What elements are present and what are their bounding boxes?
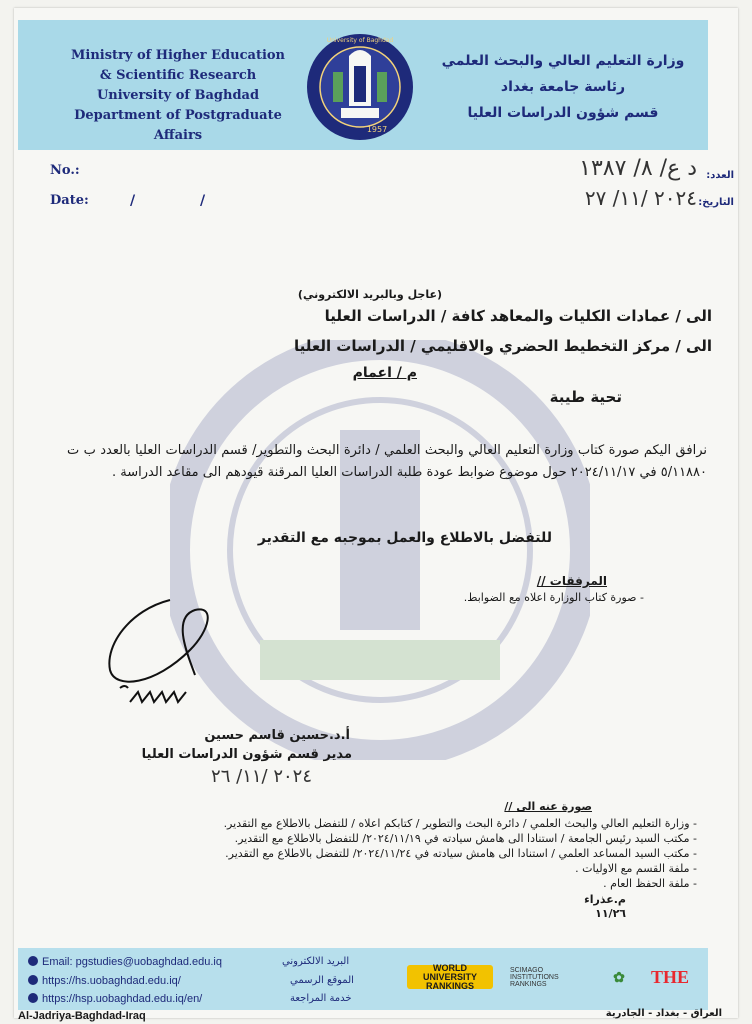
footer-site2-link[interactable]: https://hsp.uobaghdad.edu.iq/en/ (42, 993, 203, 1005)
arabic-date-label: التاريخ: (698, 197, 734, 208)
urgent-note: (عاجل وبالبريد الالكتروني) (297, 288, 442, 301)
date-label: Date: (50, 193, 89, 208)
ar-line-presidency: رئاسة جامعة بغداد (500, 79, 626, 95)
footer-email-row (28, 956, 222, 968)
cc-item: - مكتب السيد رئيس الجامعة / استنادا الى هامش سيادته في ٢٠٢٤/١١/١٩/ للتفضل بالاطلاع مع التقدير. (234, 832, 697, 845)
signer-handwritten-date: ٢٠٢٤ /١١/ ٢٦ (211, 766, 312, 787)
ar-line-department: قسم شؤون الدراسات العليا (467, 105, 659, 121)
world-university-rankings-logo: WORLD UNIVERSITY RANKINGS (407, 965, 493, 989)
footer-site2-ar: خدمة المراجعة (290, 993, 352, 1004)
date-slashes: / / (130, 193, 236, 209)
letterhead (18, 20, 708, 150)
signer-title: مدير قسم شؤون الدراسات العليا (141, 747, 352, 762)
university-seal-icon (305, 32, 415, 142)
recipient-line-1: الى / عمادات الكليات والمعاهد كافة / الدراسات العليا (324, 307, 712, 325)
seal-text: University of Baghdad (326, 37, 394, 44)
cc-item: - ملفة الحفظ العام . (603, 877, 697, 890)
ar-line-ministry: وزارة التعليم العالي والبحث العلمي (441, 53, 685, 69)
footer-site1-ar: الموقع الرسمي (290, 975, 354, 986)
globe-icon (28, 993, 38, 1003)
footer-email-ar: البريد الالكتروني (282, 956, 350, 967)
attachments-heading: المرفقات // (536, 574, 607, 588)
footer-email[interactable]: Email: pgstudies@uobaghdad.edu.iq (42, 956, 222, 968)
handwritten-number: د ع/ ٨/ ١٣٨٧ (579, 156, 697, 181)
initials-date: ١١/٢٦ (595, 907, 626, 920)
subject-line: م / اعمام (352, 365, 417, 381)
scimago-logo: SCIMAGO INSTITUTIONS RANKINGS (510, 966, 559, 988)
signature-icon (100, 590, 240, 720)
initials-name: م.عذراء (584, 893, 626, 906)
seal-year: 1957 (366, 125, 388, 134)
globe-icon (28, 975, 38, 985)
number-label: No.: (50, 163, 80, 178)
the-logo: THE (650, 966, 689, 987)
email-icon (28, 956, 38, 966)
attachment-item: - صورة كتاب الوزارة اعلاه مع الضوابط. (463, 591, 644, 604)
green-metric-logo-icon: ✿ (613, 968, 625, 985)
en-line-research: & Scientific Research (99, 68, 257, 83)
cc-heading: صورة عنه الى // (504, 800, 592, 813)
cc-list (37, 816, 697, 891)
arabic-number-label: العدد: (706, 170, 734, 181)
footer-address: Al-Jadriya-Baghdad-Iraq (18, 1010, 146, 1022)
footer-site1-row (28, 975, 181, 987)
letterhead-english (58, 46, 298, 146)
request-line: للتفضل بالاطلاع والعمل بموجبه مع التقدير (257, 530, 552, 546)
body-paragraph: نرافق اليكم صورة كتاب وزارة التعليم العالي والبحث العلمي / دائرة البحث والتطوير/ قسم الدراسات العليا بالعدد ب ت ٥/١١٨٨٠ في ٢٠٢٤/١١/١٧ حول موضوع ضوابط عودة طلبة الدراسات العليا المرقنة قيودهم الى مقاعد الدراسة . (67, 443, 707, 480)
footer-address-ar: العراق - بغداد - الجادرية (605, 1008, 722, 1019)
recipient-line-2: الى / مركز التخطيط الحضري والاقليمي / الدراسات العليا (293, 337, 712, 355)
en-line-university: University of Baghdad (96, 88, 260, 103)
letterhead-arabic (438, 48, 688, 126)
footer-site2-row (28, 993, 202, 1005)
typist-initials (584, 893, 626, 921)
cc-item: - ملفة القسم مع الاوليات . (575, 862, 697, 875)
signer-name: أ.د.حسين قاسم حسين (204, 728, 350, 743)
en-line-department: Department of Postgraduate Affairs (74, 108, 282, 143)
greeting: تحية طيبة (549, 388, 622, 406)
en-line-ministry: Ministry of Higher Education (70, 48, 286, 63)
handwritten-date: ٢٠٢٤ /١١/ ٢٧ (584, 186, 697, 210)
cc-item: - مكتب السيد المساعد العلمي / استنادا الى هامش سيادته في ٢٠٢٤/١١/٢٤/ للتفضل بالاطلاع مع التقدير. (225, 847, 697, 860)
cc-item: - وزارة التعليم العالي والبحث العلمي / دائرة البحث والتطوير / كتابكم اعلاه / للتفضل بالاطلاع مع التقدير. (223, 817, 697, 830)
footer-site1-link[interactable]: https://hs.uobaghdad.edu.iq/ (42, 975, 181, 987)
